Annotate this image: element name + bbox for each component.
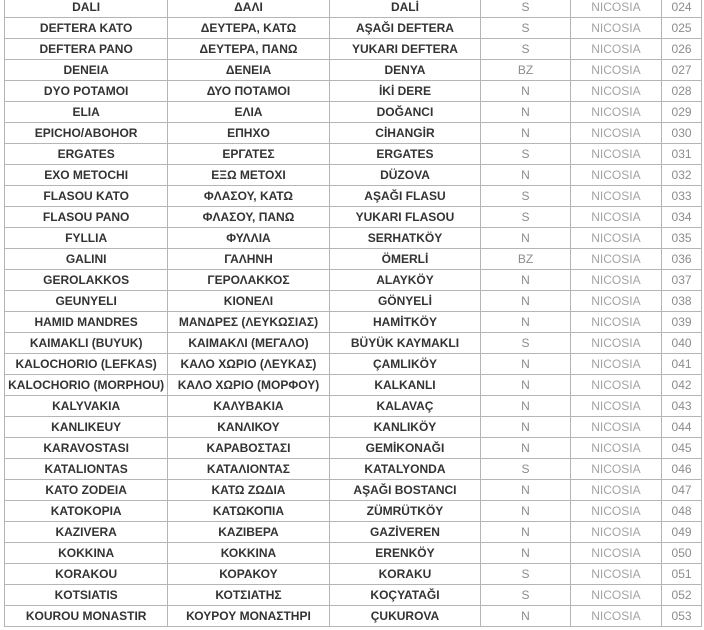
greek-name-cell: ΚΑΡΑΒΟΣΤΑΣΙ xyxy=(167,438,328,458)
greek-name-cell: ΔΑΛΙ xyxy=(167,0,328,17)
turkish-name-cell: HAMİTKÖY xyxy=(329,312,481,332)
type-cell: BZ xyxy=(480,249,569,269)
table-row xyxy=(4,522,702,543)
code-cell: 046 xyxy=(661,459,702,479)
greek-name-cell: ΦΛΑΣΟΥ, ΠΑΝΩ xyxy=(167,207,328,227)
table-row xyxy=(4,249,702,270)
turkish-name-cell: CİHANGİR xyxy=(329,123,481,143)
code-cell: 030 xyxy=(661,123,702,143)
turkish-name-cell: İKİ DERE xyxy=(329,81,481,101)
code-cell: 034 xyxy=(661,207,702,227)
greek-name-cell: ΦΛΑΣΟΥ, ΚΑΤΩ xyxy=(167,186,328,206)
table-row xyxy=(4,585,702,606)
type-cell: S xyxy=(480,459,569,479)
district-cell: NICOSIA xyxy=(570,396,661,416)
english-name-cell: EPICHO/ABOHOR xyxy=(4,123,167,143)
type-cell: S xyxy=(480,333,569,353)
turkish-name-cell: ÇUKUROVA xyxy=(329,606,481,626)
table-row xyxy=(4,312,702,333)
code-cell: 039 xyxy=(661,312,702,332)
english-name-cell: KATOKOPIA xyxy=(4,501,167,521)
code-cell: 035 xyxy=(661,228,702,248)
type-cell: N xyxy=(480,81,569,101)
type-cell: S xyxy=(480,564,569,584)
code-cell: 025 xyxy=(661,18,702,38)
greek-name-cell: ΕΠΗΧΟ xyxy=(167,123,328,143)
code-cell: 045 xyxy=(661,438,702,458)
table-row xyxy=(4,39,702,60)
table-row xyxy=(4,123,702,144)
type-cell: S xyxy=(480,585,569,605)
district-cell: NICOSIA xyxy=(570,102,661,122)
district-cell: NICOSIA xyxy=(570,60,661,80)
code-cell: 037 xyxy=(661,270,702,290)
code-cell: 049 xyxy=(661,522,702,542)
english-name-cell: KALYVAKIA xyxy=(4,396,167,416)
english-name-cell: KALOCHORIO (MORPHOU) xyxy=(4,375,167,395)
type-cell: N xyxy=(480,228,569,248)
english-name-cell: KOKKINA xyxy=(4,543,167,563)
english-name-cell: DYO POTAMOI xyxy=(4,81,167,101)
turkish-name-cell: GEMİKONAĞI xyxy=(329,438,481,458)
type-cell: N xyxy=(480,375,569,395)
district-cell: NICOSIA xyxy=(570,186,661,206)
english-name-cell: DALI xyxy=(4,0,167,17)
type-cell: BZ xyxy=(480,60,569,80)
code-cell: 053 xyxy=(661,606,702,626)
type-cell: S xyxy=(480,39,569,59)
english-name-cell: KALOCHORIO (LEFKAS) xyxy=(4,354,167,374)
greek-name-cell: ΚΑΖΙΒΕΡΑ xyxy=(167,522,328,542)
code-cell: 041 xyxy=(661,354,702,374)
english-name-cell: KANLIKEUY xyxy=(4,417,167,437)
table-row xyxy=(4,144,702,165)
turkish-name-cell: KOÇYATAĞI xyxy=(329,585,481,605)
greek-name-cell: ΚΑΤΩ ΖΩΔΙΑ xyxy=(167,480,328,500)
turkish-name-cell: BÜYÜK KAYMAKLI xyxy=(329,333,481,353)
district-cell: NICOSIA xyxy=(570,144,661,164)
code-cell: 042 xyxy=(661,375,702,395)
greek-name-cell: ΕΡΓΑΤΕΣ xyxy=(167,144,328,164)
type-cell: N xyxy=(480,480,569,500)
english-name-cell: FYLLIA xyxy=(4,228,167,248)
district-cell: NICOSIA xyxy=(570,81,661,101)
code-cell: 043 xyxy=(661,396,702,416)
type-cell: N xyxy=(480,270,569,290)
greek-name-cell: ΚΟΤΣΙΑΤΗΣ xyxy=(167,585,328,605)
code-cell: 024 xyxy=(661,0,702,17)
turkish-name-cell: ERGATES xyxy=(329,144,481,164)
district-cell: NICOSIA xyxy=(570,228,661,248)
turkish-name-cell: YUKARI DEFTERA xyxy=(329,39,481,59)
greek-name-cell: ΚΑΛΟ ΧΩΡΙΟ (ΛΕΥΚΑΣ) xyxy=(167,354,328,374)
table-row xyxy=(4,501,702,522)
district-cell: NICOSIA xyxy=(570,354,661,374)
turkish-name-cell: AŞAĞI DEFTERA xyxy=(329,18,481,38)
english-name-cell: KARAVOSTASI xyxy=(4,438,167,458)
type-cell: N xyxy=(480,312,569,332)
district-cell: NICOSIA xyxy=(570,417,661,437)
district-cell: NICOSIA xyxy=(570,606,661,626)
type-cell: S xyxy=(480,207,569,227)
greek-name-cell: ΚΑΝΛΙΚΟΥ xyxy=(167,417,328,437)
table-row xyxy=(4,102,702,123)
code-cell: 026 xyxy=(661,39,702,59)
turkish-name-cell: DOĞANCI xyxy=(329,102,481,122)
greek-name-cell: ΚΑΤΑΛΙΟΝΤΑΣ xyxy=(167,459,328,479)
code-cell: 038 xyxy=(661,291,702,311)
english-name-cell: ERGATES xyxy=(4,144,167,164)
table-row xyxy=(4,375,702,396)
english-name-cell: GEUNYELI xyxy=(4,291,167,311)
table-row xyxy=(4,207,702,228)
turkish-name-cell: KORAKU xyxy=(329,564,481,584)
district-cell: NICOSIA xyxy=(570,249,661,269)
code-cell: 050 xyxy=(661,543,702,563)
type-cell: S xyxy=(480,18,569,38)
greek-name-cell: ΔΕΥΤΕΡΑ, ΠΑΝΩ xyxy=(167,39,328,59)
english-name-cell: DEFTERA KATO xyxy=(4,18,167,38)
type-cell: N xyxy=(480,543,569,563)
district-cell: NICOSIA xyxy=(570,522,661,542)
district-cell: NICOSIA xyxy=(570,291,661,311)
greek-name-cell: ΔΕΝΕΙΑ xyxy=(167,60,328,80)
english-name-cell: KAIMAKLI (BUYUK) xyxy=(4,333,167,353)
type-cell: N xyxy=(480,438,569,458)
type-cell: N xyxy=(480,417,569,437)
code-cell: 044 xyxy=(661,417,702,437)
turkish-name-cell: KATALYONDA xyxy=(329,459,481,479)
greek-name-cell: ΚΑΙΜΑΚΛΙ (ΜΕΓΑΛΟ) xyxy=(167,333,328,353)
table-row xyxy=(4,606,702,627)
greek-name-cell: ΚΟΥΡΟΥ ΜΟΝΑΣΤΗΡΙ xyxy=(167,606,328,626)
code-cell: 031 xyxy=(661,144,702,164)
table-row xyxy=(4,60,702,81)
table-row xyxy=(4,417,702,438)
turkish-name-cell: KALAVAÇ xyxy=(329,396,481,416)
english-name-cell: KATO ZODEIA xyxy=(4,480,167,500)
table-row xyxy=(4,291,702,312)
district-cell: NICOSIA xyxy=(570,165,661,185)
table-row xyxy=(4,186,702,207)
code-cell: 032 xyxy=(661,165,702,185)
english-name-cell: FLASOU PANO xyxy=(4,207,167,227)
district-cell: NICOSIA xyxy=(570,18,661,38)
table-row xyxy=(4,0,702,18)
turkish-name-cell: GÖNYELİ xyxy=(329,291,481,311)
greek-name-cell: ΜΑΝΔΡΕΣ (ΛΕΥΚΩΣΙΑΣ) xyxy=(167,312,328,332)
greek-name-cell: ΚΟΚΚΙΝΑ xyxy=(167,543,328,563)
turkish-name-cell: AŞAĞI FLASU xyxy=(329,186,481,206)
english-name-cell: GALINI xyxy=(4,249,167,269)
turkish-name-cell: ERENKÖY xyxy=(329,543,481,563)
type-cell: N xyxy=(480,501,569,521)
turkish-name-cell: GAZİVEREN xyxy=(329,522,481,542)
code-cell: 033 xyxy=(661,186,702,206)
table-row xyxy=(4,228,702,249)
district-cell: NICOSIA xyxy=(570,438,661,458)
table-row xyxy=(4,438,702,459)
turkish-name-cell: YUKARI FLASOU xyxy=(329,207,481,227)
type-cell: N xyxy=(480,606,569,626)
table-row xyxy=(4,564,702,585)
english-name-cell: ELIA xyxy=(4,102,167,122)
type-cell: N xyxy=(480,165,569,185)
type-cell: N xyxy=(480,522,569,542)
turkish-name-cell: DENYA xyxy=(329,60,481,80)
code-cell: 051 xyxy=(661,564,702,584)
code-cell: 029 xyxy=(661,102,702,122)
code-cell: 040 xyxy=(661,333,702,353)
greek-name-cell: ΓΕΡΟΛΑΚΚΟΣ xyxy=(167,270,328,290)
table-row xyxy=(4,396,702,417)
type-cell: N xyxy=(480,123,569,143)
english-name-cell: EXO METOCHI xyxy=(4,165,167,185)
english-name-cell: KAZIVERA xyxy=(4,522,167,542)
turkish-name-cell: ÇAMLIKÖY xyxy=(329,354,481,374)
district-cell: NICOSIA xyxy=(570,375,661,395)
turkish-name-cell: ZÜMRÜTKÖY xyxy=(329,501,481,521)
greek-name-cell: ΔΕΥΤΕΡΑ, ΚΑΤΩ xyxy=(167,18,328,38)
type-cell: S xyxy=(480,186,569,206)
code-cell: 028 xyxy=(661,81,702,101)
turkish-name-cell: ÖMERLİ xyxy=(329,249,481,269)
turkish-name-cell: AŞAĞI BOSTANCI xyxy=(329,480,481,500)
turkish-name-cell: DÜZOVA xyxy=(329,165,481,185)
type-cell: N xyxy=(480,354,569,374)
district-cell: NICOSIA xyxy=(570,564,661,584)
district-cell: NICOSIA xyxy=(570,207,661,227)
table-row xyxy=(4,459,702,480)
turkish-name-cell: DALİ xyxy=(329,0,481,17)
district-cell: NICOSIA xyxy=(570,501,661,521)
district-cell: NICOSIA xyxy=(570,123,661,143)
district-cell: NICOSIA xyxy=(570,270,661,290)
code-cell: 047 xyxy=(661,480,702,500)
district-cell: NICOSIA xyxy=(570,543,661,563)
type-cell: S xyxy=(480,0,569,17)
turkish-name-cell: KANLIKÖY xyxy=(329,417,481,437)
district-cell: NICOSIA xyxy=(570,0,661,17)
english-name-cell: KORAKOU xyxy=(4,564,167,584)
greek-name-cell: ΕΛΙΑ xyxy=(167,102,328,122)
english-name-cell: FLASOU KATO xyxy=(4,186,167,206)
greek-name-cell: ΦΥΛΛΙΑ xyxy=(167,228,328,248)
english-name-cell: DENEIA xyxy=(4,60,167,80)
turkish-name-cell: KALKANLI xyxy=(329,375,481,395)
greek-name-cell: ΚΟΡΑΚΟΥ xyxy=(167,564,328,584)
table-row xyxy=(4,81,702,102)
turkish-name-cell: SERHATKÖY xyxy=(329,228,481,248)
greek-name-cell: ΕΞΩ ΜΕΤΟΧΙ xyxy=(167,165,328,185)
district-cell: NICOSIA xyxy=(570,585,661,605)
district-cell: NICOSIA xyxy=(570,312,661,332)
type-cell: S xyxy=(480,144,569,164)
district-cell: NICOSIA xyxy=(570,333,661,353)
code-cell: 052 xyxy=(661,585,702,605)
type-cell: N xyxy=(480,291,569,311)
code-cell: 036 xyxy=(661,249,702,269)
greek-name-cell: ΚΑΛΟ ΧΩΡΙΟ (ΜΟΡΦΟΥ) xyxy=(167,375,328,395)
code-cell: 048 xyxy=(661,501,702,521)
english-name-cell: KOTSIATIS xyxy=(4,585,167,605)
turkish-name-cell: ALAYKÖY xyxy=(329,270,481,290)
villages-table xyxy=(4,0,702,627)
english-name-cell: KOUROU MONASTIR xyxy=(4,606,167,626)
table-row xyxy=(4,354,702,375)
greek-name-cell: ΔΥΟ ΠΟΤΑΜΟΙ xyxy=(167,81,328,101)
english-name-cell: KATALIONTAS xyxy=(4,459,167,479)
table-row xyxy=(4,270,702,291)
district-cell: NICOSIA xyxy=(570,480,661,500)
greek-name-cell: ΓΑΛΗΝΗ xyxy=(167,249,328,269)
table-row xyxy=(4,18,702,39)
english-name-cell: DEFTERA PANO xyxy=(4,39,167,59)
code-cell: 027 xyxy=(661,60,702,80)
english-name-cell: HAMID MANDRES xyxy=(4,312,167,332)
greek-name-cell: ΚΑΤΩΚΟΠΙΑ xyxy=(167,501,328,521)
type-cell: N xyxy=(480,102,569,122)
greek-name-cell: ΚΑΛΥΒΑΚΙΑ xyxy=(167,396,328,416)
table-row xyxy=(4,480,702,501)
type-cell: N xyxy=(480,396,569,416)
table-row xyxy=(4,543,702,564)
english-name-cell: GEROLAKKOS xyxy=(4,270,167,290)
district-cell: NICOSIA xyxy=(570,459,661,479)
table-row xyxy=(4,333,702,354)
table-row xyxy=(4,165,702,186)
greek-name-cell: ΚΙΟΝΕΛΙ xyxy=(167,291,328,311)
district-cell: NICOSIA xyxy=(570,39,661,59)
